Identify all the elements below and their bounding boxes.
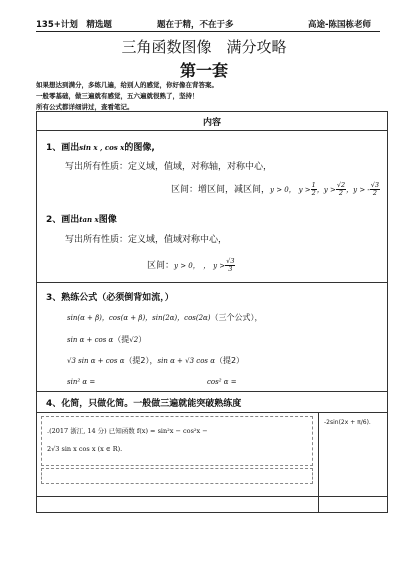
s1-frac-3: $\frac{√3}{2}$	[370, 181, 380, 197]
s1-cond-2: y >	[298, 186, 311, 194]
s2-title-suffix: 图像	[98, 215, 117, 225]
page-subtitle: 第一套	[179, 61, 228, 80]
s2-properties: 写出所有性质：定义域，值域对称中心，	[65, 235, 228, 245]
s1-title-math: sin x , cos x	[79, 143, 125, 152]
s3-formulas: sin(α + β)，cos(α + β)，sin(2α)，cos(2α)	[67, 314, 211, 322]
s2-cond-1: y > 0， ，	[174, 262, 211, 270]
problem-line-2: 2√3 sin x cos x (x ∈ R).	[47, 445, 123, 453]
s3-formula-row-2	[67, 334, 146, 345]
header-plan-label: 135+计划 精选题	[36, 20, 112, 30]
s3-formula-row-1	[67, 312, 263, 323]
s1-cond-4: ，y > -	[346, 186, 370, 194]
s1-cond-1: y > 0，	[270, 186, 296, 194]
s1-interval-label: 区间：增区间，减区间，	[171, 185, 271, 195]
s3-formula-b: sin α + √3 cos α	[157, 357, 215, 365]
s3-formula-a: √3 sin α + cos α	[67, 357, 125, 365]
s3-formula-row-3	[67, 355, 244, 366]
s3-formulas-note: （三个公式），	[210, 313, 263, 322]
note-line-1: 如果想达到满分，多练几遍，给别人的感觉，你好像在背答案。	[36, 81, 218, 89]
s2-title-math: tan x	[79, 215, 99, 224]
header-teacher: 高途-陈国栋老师	[308, 20, 372, 30]
note-line-2: 一般零基础，做三遍就有感觉，五六遍就很熟了，坚持！	[36, 92, 199, 100]
header-motto: 题在于精，不在于多	[157, 20, 234, 30]
s1-title	[46, 140, 155, 153]
header-rule	[36, 31, 380, 32]
s3-sin-squared: sin² α =	[67, 378, 96, 386]
answer-text: -2sin(2x + π/6).	[324, 419, 371, 426]
s2-interval-label: 区间：	[147, 261, 175, 271]
page-title: 三角函数图像 满分攻略	[121, 38, 287, 56]
problem-box-row	[41, 468, 313, 484]
s3-hint-value: √2	[129, 336, 139, 344]
s3-sum-formula: sin α + cos α	[67, 336, 114, 344]
s2-title	[46, 212, 117, 225]
row-divider	[37, 282, 387, 283]
problem-line-1: .(2017 浙江, 14 分) 已知函数 f(x) = sin²x − cos²x −	[47, 427, 208, 435]
s1-properties: 写出所有性质：定义域，值域，对称轴，对称中心，	[65, 162, 273, 172]
row-divider	[37, 412, 387, 413]
s1-intervals	[171, 182, 380, 197]
s4-title: 4、化简，只做化简。一般做三遍就能突破熟练度	[46, 399, 242, 409]
row-divider	[37, 130, 387, 131]
s1-title-text: 1、画出	[46, 143, 80, 153]
s1-title-suffix: 的图像,	[124, 143, 155, 153]
content-table	[36, 111, 388, 513]
note-line-3: 所有公式都详细讲过，查看笔记。	[36, 103, 134, 111]
s3-hint: （提	[113, 335, 130, 344]
s2-title-text: 2、画出	[46, 215, 80, 225]
s1-cond-3: ，y >	[316, 186, 336, 194]
s3-title: 3、熟练公式（必须倒背如流，）	[46, 293, 174, 303]
s1-frac-2: $\frac{√2}{2}$	[336, 181, 346, 197]
s1-frac-1: $\frac{1}{2}$	[311, 181, 316, 197]
s2-frac-1: $\frac{√3}{3}$	[226, 257, 235, 273]
s3-cos-squared: cos² α =	[207, 378, 237, 386]
s3-hint-a: （提2），	[124, 356, 158, 365]
s3-hint-b: （提2）	[214, 356, 245, 365]
s3-hint-close: ）	[138, 335, 147, 344]
answer-column-divider	[318, 412, 319, 512]
table-header: 内容	[202, 118, 221, 128]
row-divider	[37, 496, 387, 497]
s2-cond-2: y >	[213, 262, 226, 270]
problem-box	[41, 416, 313, 466]
s2-intervals	[147, 258, 235, 273]
row-divider	[37, 391, 387, 392]
